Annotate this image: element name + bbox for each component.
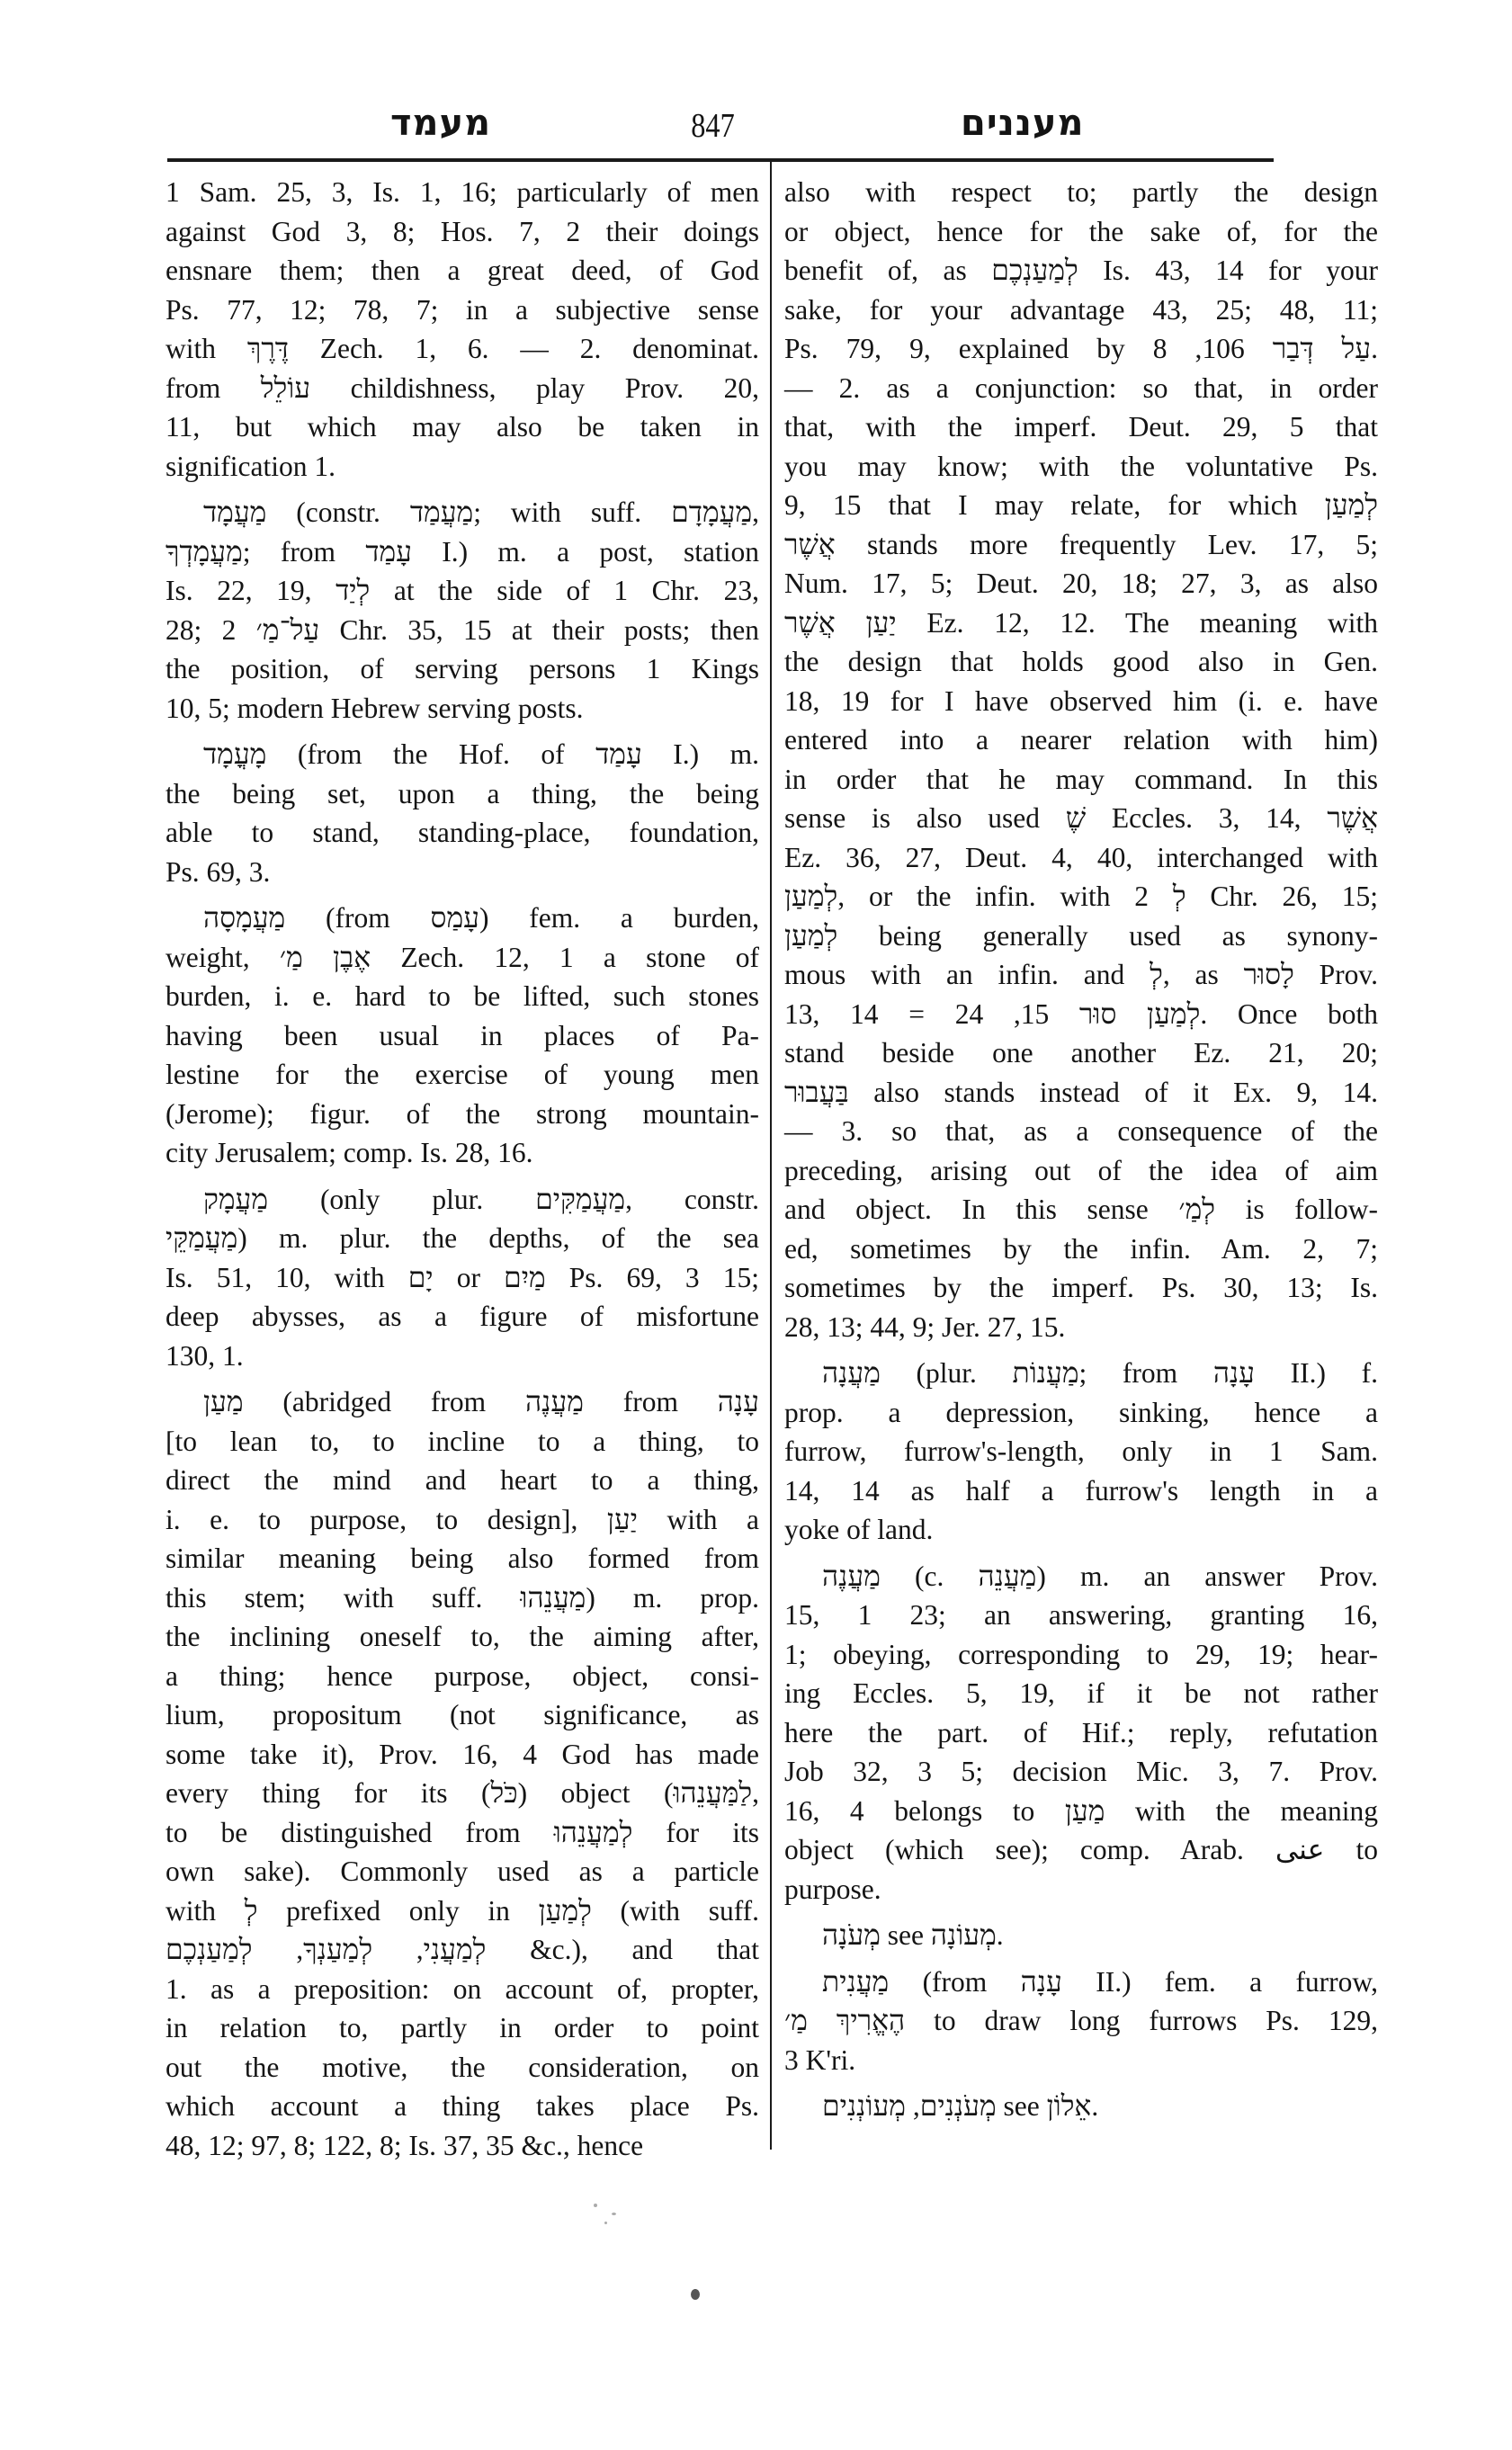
text-line: out the motive, the consideration, on	[166, 2051, 759, 2083]
entry-gap	[166, 1173, 759, 1180]
text-line: having been usual in places of Pa-	[166, 1019, 759, 1051]
text-line: which account a thing takes place Ps.	[166, 2090, 759, 2122]
text-line: 13, 14 = לְמַעַן סוּר 15, 24. Once both	[784, 997, 1379, 1030]
scan-speck	[604, 2222, 607, 2224]
text-line: benefit of, as לְמַעַנְכֶם Is. 43, 14 for your	[784, 255, 1379, 286]
text-line: ensnare them; then a great deed, of God	[166, 255, 759, 286]
text-line: this stem; with suff. מַעֲנֵהוּ) m. prop.	[166, 1581, 760, 1614]
text-line: לְמַעַן being generally used as synony-	[784, 919, 1378, 952]
page-number: 847	[691, 107, 735, 145]
text-line: the being set, upon a thing, the being	[166, 777, 759, 809]
entry-headword-line: מַעֲמָד (constr. מַעֲמַד; with suff. מַעֲמָדָם,	[203, 496, 759, 528]
text-line: you may know; with the voluntative Ps.	[784, 450, 1378, 482]
text-line: able to stand, standing-place, foundation,	[166, 817, 759, 848]
text-line: burden, i. e. hard to be lifted, such stones	[166, 980, 759, 1012]
text-line: every thing for its (כֹּל) object (לַמַּעֲנֵהוּ,	[166, 1777, 759, 1809]
text-line: city Jerusalem; comp. Is. 28, 16.	[166, 1137, 533, 1168]
entry-headword-line: מַעֲנֶה (c. מַעֲנֵה) m. an answer Prov.	[822, 1560, 1378, 1592]
entry-headword-line: מָעֳמָד (from the Hof. of עָמַד I.) m.	[203, 738, 760, 770]
text-line: 48, 12; 97, 8; 122, 8; Is. 37, 35 &c., hence	[166, 2129, 644, 2161]
text-line: that, with the imperf. Deut. 29, 5 that	[784, 411, 1378, 443]
text-line: similar meaning being also formed from	[166, 1542, 759, 1574]
text-line: to be distinguished from לְמַעֲנֵהוּ for its	[166, 1816, 759, 1848]
text-line: Job 32, 3 5; decision Mic. 3, 7. Prov.	[784, 1756, 1378, 1787]
text-line: Is. 22, 19, לְיַד at the side of 1 Chr. 23,	[166, 575, 759, 606]
entry-headword-line: מְעֹנְנִים, מְעוֹנְנִים see אֵלוֹן.	[822, 2090, 1099, 2122]
text-line: לְמַעֲנִי, לְמַעַנְךָ, לְמַעַנְכֶם &c.), and that	[166, 1934, 759, 1965]
left-column	[166, 173, 759, 2165]
text-line: 16, 4 belongs to מַעַן with the meaning	[784, 1794, 1378, 1827]
text-line: אֲשֶׁר stands more frequently Lev. 17, 5;	[784, 528, 1378, 560]
entry-gap	[166, 486, 759, 493]
text-line: or object, hence for the sake of, for the	[784, 215, 1378, 247]
entry-headword-line: מַעֲמָסָה (from עָמַס) fem. a burden,	[203, 902, 759, 934]
text-line: 1; obeying, corresponding to 29, 19; hear-	[784, 1638, 1378, 1670]
text-line: yoke of land.	[784, 1514, 934, 1545]
text-line: prop. a depression, sinking, hence a	[784, 1396, 1378, 1428]
text-line: the position, of serving persons 1 Kings	[166, 653, 759, 684]
text-line: 130, 1.	[166, 1339, 244, 1372]
left-guide-word: מעמד	[390, 103, 492, 144]
scan-speck	[612, 2213, 616, 2215]
text-line: Ps. 79, 9, explained by עַל דְּבַר 106, 8.	[784, 333, 1378, 364]
text-line: — 2. as a conjunction: so that, in order	[784, 371, 1378, 404]
entry-headword-line: מַעֲנִית (from עָנָה II.) fem. a furrow,	[822, 1965, 1378, 1998]
text-line: lestine for the exercise of young men	[166, 1059, 759, 1090]
text-line: direct the mind and heart to a thing,	[166, 1464, 759, 1496]
entry-headword-line: מַעַן (abridged from מַעֲנֶה from עָנָה	[203, 1386, 759, 1417]
text-line: sense is also used שֶׁ Eccles. 3, 14, אֲשֶׁר	[784, 802, 1378, 834]
entry-headword-line: מְעֹנָה see מְעוֹנָה.	[822, 1919, 1004, 1951]
text-line: Ps. 69, 3.	[166, 855, 271, 888]
entry-gap	[784, 1955, 1378, 1963]
text-line: in order that he may command. In this	[784, 763, 1378, 795]
text-line: Ez. 36, 27, Deut. 4, 40, interchanged with	[784, 841, 1378, 873]
running-header	[167, 90, 1274, 162]
text-line: — 3. so that, as a consequence of the	[784, 1115, 1378, 1147]
text-line: 10, 5; modern Hebrew serving posts.	[166, 692, 584, 724]
entry-gap	[784, 1346, 1378, 1354]
text-line: מַעֲמָדְךָ; from עָמַד I.) m. a post, station	[166, 535, 759, 568]
text-line: 3 K'ri.	[784, 2043, 856, 2076]
text-line: deep abysses, as a figure of misfortune	[166, 1301, 759, 1332]
text-line: [to lean to, to incline to a thing, to	[166, 1425, 759, 1457]
text-line: and object. In this sense לְמַ׳ is follow-	[784, 1194, 1378, 1225]
text-line: ing Eccles. 5, 19, if it be not rather	[784, 1677, 1378, 1709]
text-line: signification 1.	[166, 450, 336, 482]
text-line: 14, 14 as half a furrow's length in a	[784, 1474, 1378, 1507]
text-line: sake, for your advantage 43, 25; 48, 11;	[784, 293, 1378, 326]
text-line: with דֶּרֶךְ Zech. 1, 6. — 2. denominat.	[166, 333, 759, 364]
text-line: some take it), Prov. 16, 4 God has made	[166, 1738, 759, 1770]
text-line: a thing; hence purpose, object, consi-	[166, 1659, 759, 1692]
text-line: 9, 15 that I may relate, for which לְמַעַן	[784, 489, 1378, 521]
text-line: also with respect to; partly the design	[784, 176, 1378, 208]
text-line: lium, propositum (not significance, as	[166, 1699, 759, 1730]
text-line: i. e. to purpose, to design], יַעַן with a	[166, 1503, 759, 1535]
entry-gap	[784, 1909, 1378, 1916]
text-line: הֶאֱרִיךְ מַ׳ to draw long furrows Ps. 129,	[784, 2005, 1378, 2036]
text-line: purpose.	[784, 1873, 881, 1905]
right-guide-word: מעננים	[961, 103, 1085, 144]
text-line: here the part. of Hif.; reply, refutation	[784, 1716, 1378, 1748]
scan-speck	[594, 2204, 597, 2207]
text-line: the inclining oneself to, the aiming after,	[166, 1621, 759, 1652]
text-line: from עוֹלֵל childishness, play Prov. 20,	[166, 371, 759, 404]
entry-gap	[784, 1550, 1378, 1557]
entry-gap	[784, 2079, 1378, 2087]
text-line: entered into a nearer relation with him)	[784, 724, 1378, 756]
text-line: Is. 51, 10, with יָם or מַיִם Ps. 69, 3 15;	[166, 1261, 760, 1293]
scan-speck	[691, 2289, 700, 2300]
text-line: mous with an infin. and לְ, as לָסוּר Prov.	[784, 959, 1378, 990]
text-line: מַעֲמַקֵּי) m. plur. the depths, of the sea	[166, 1222, 759, 1254]
entry-gap	[166, 891, 759, 899]
text-line: own sake). Commonly used as a particle	[166, 1855, 759, 1887]
text-line: Num. 17, 5; Deut. 20, 18; 27, 3, as also	[784, 568, 1378, 599]
text-line: furrow, furrow's-length, only in 1 Sam.	[784, 1435, 1378, 1467]
entry-headword-line: מַעֲמָק (only plur. מַעֲמַקִּים, constr.	[203, 1183, 759, 1215]
text-line: in relation to, partly in order to point	[166, 2012, 759, 2043]
right-column	[784, 173, 1378, 2126]
text-line: stand beside one another Ez. 21, 20;	[784, 1037, 1378, 1069]
text-line: sometimes by the imperf. Ps. 30, 13; Is.	[784, 1272, 1378, 1303]
text-line: ed, sometimes by the infin. Am. 2, 7;	[784, 1232, 1378, 1265]
header-rule	[167, 158, 1274, 162]
text-line: 15, 1 23; an answering, granting 16,	[784, 1599, 1378, 1631]
text-line: with לְ prefixed only in לְמַעַן (with suff.	[166, 1894, 759, 1927]
text-line: the design that holds good also in Gen.	[784, 646, 1378, 677]
text-line: weight, אֶבֶן מַ׳ Zech. 12, 1 a stone of	[166, 941, 760, 973]
text-line: יַעַן אֲשֶׁר Ez. 12, 12. The meaning with	[784, 606, 1378, 639]
text-line: 28; עַל־מַ׳ 2 Chr. 35, 15 at their posts; then	[166, 613, 759, 646]
entry-gap	[166, 1375, 759, 1382]
text-line: 11, but which may also be taken in	[166, 411, 759, 443]
entry-headword-line: מַעֲנָה (plur. מַעֲנוֹת; from עָנָה II.) f.	[822, 1357, 1379, 1389]
column-divider	[770, 162, 772, 2150]
entry-gap	[166, 728, 759, 735]
text-line: 1 Sam. 25, 3, Is. 1, 16; particularly of men	[166, 176, 759, 208]
text-line: 28, 13; 44, 9; Jer. 27, 15.	[784, 1310, 1066, 1343]
text-line: preceding, arising out of the idea of aim	[784, 1154, 1378, 1186]
text-line: (Jerome); figur. of the strong mountain-	[166, 1097, 759, 1130]
text-line: Ps. 77, 12; 78, 7; in a subjective sense	[166, 293, 759, 326]
text-line: לְמַעַן, or the infin. with לְ 2 Chr. 26, 15;	[784, 881, 1378, 912]
text-line: בַּעֲבוּר also stands instead of it Ex. 9, 14.	[784, 1076, 1378, 1108]
text-line: 18, 19 for I have observed him (i. e. have	[784, 684, 1378, 717]
text-line: 1. as a preposition: on account of, propter,	[166, 1972, 759, 2005]
text-line: against God 3, 8; Hos. 7, 2 their doings	[166, 215, 759, 247]
text-line: object (which see); comp. Arab. عنى to	[784, 1834, 1378, 1865]
